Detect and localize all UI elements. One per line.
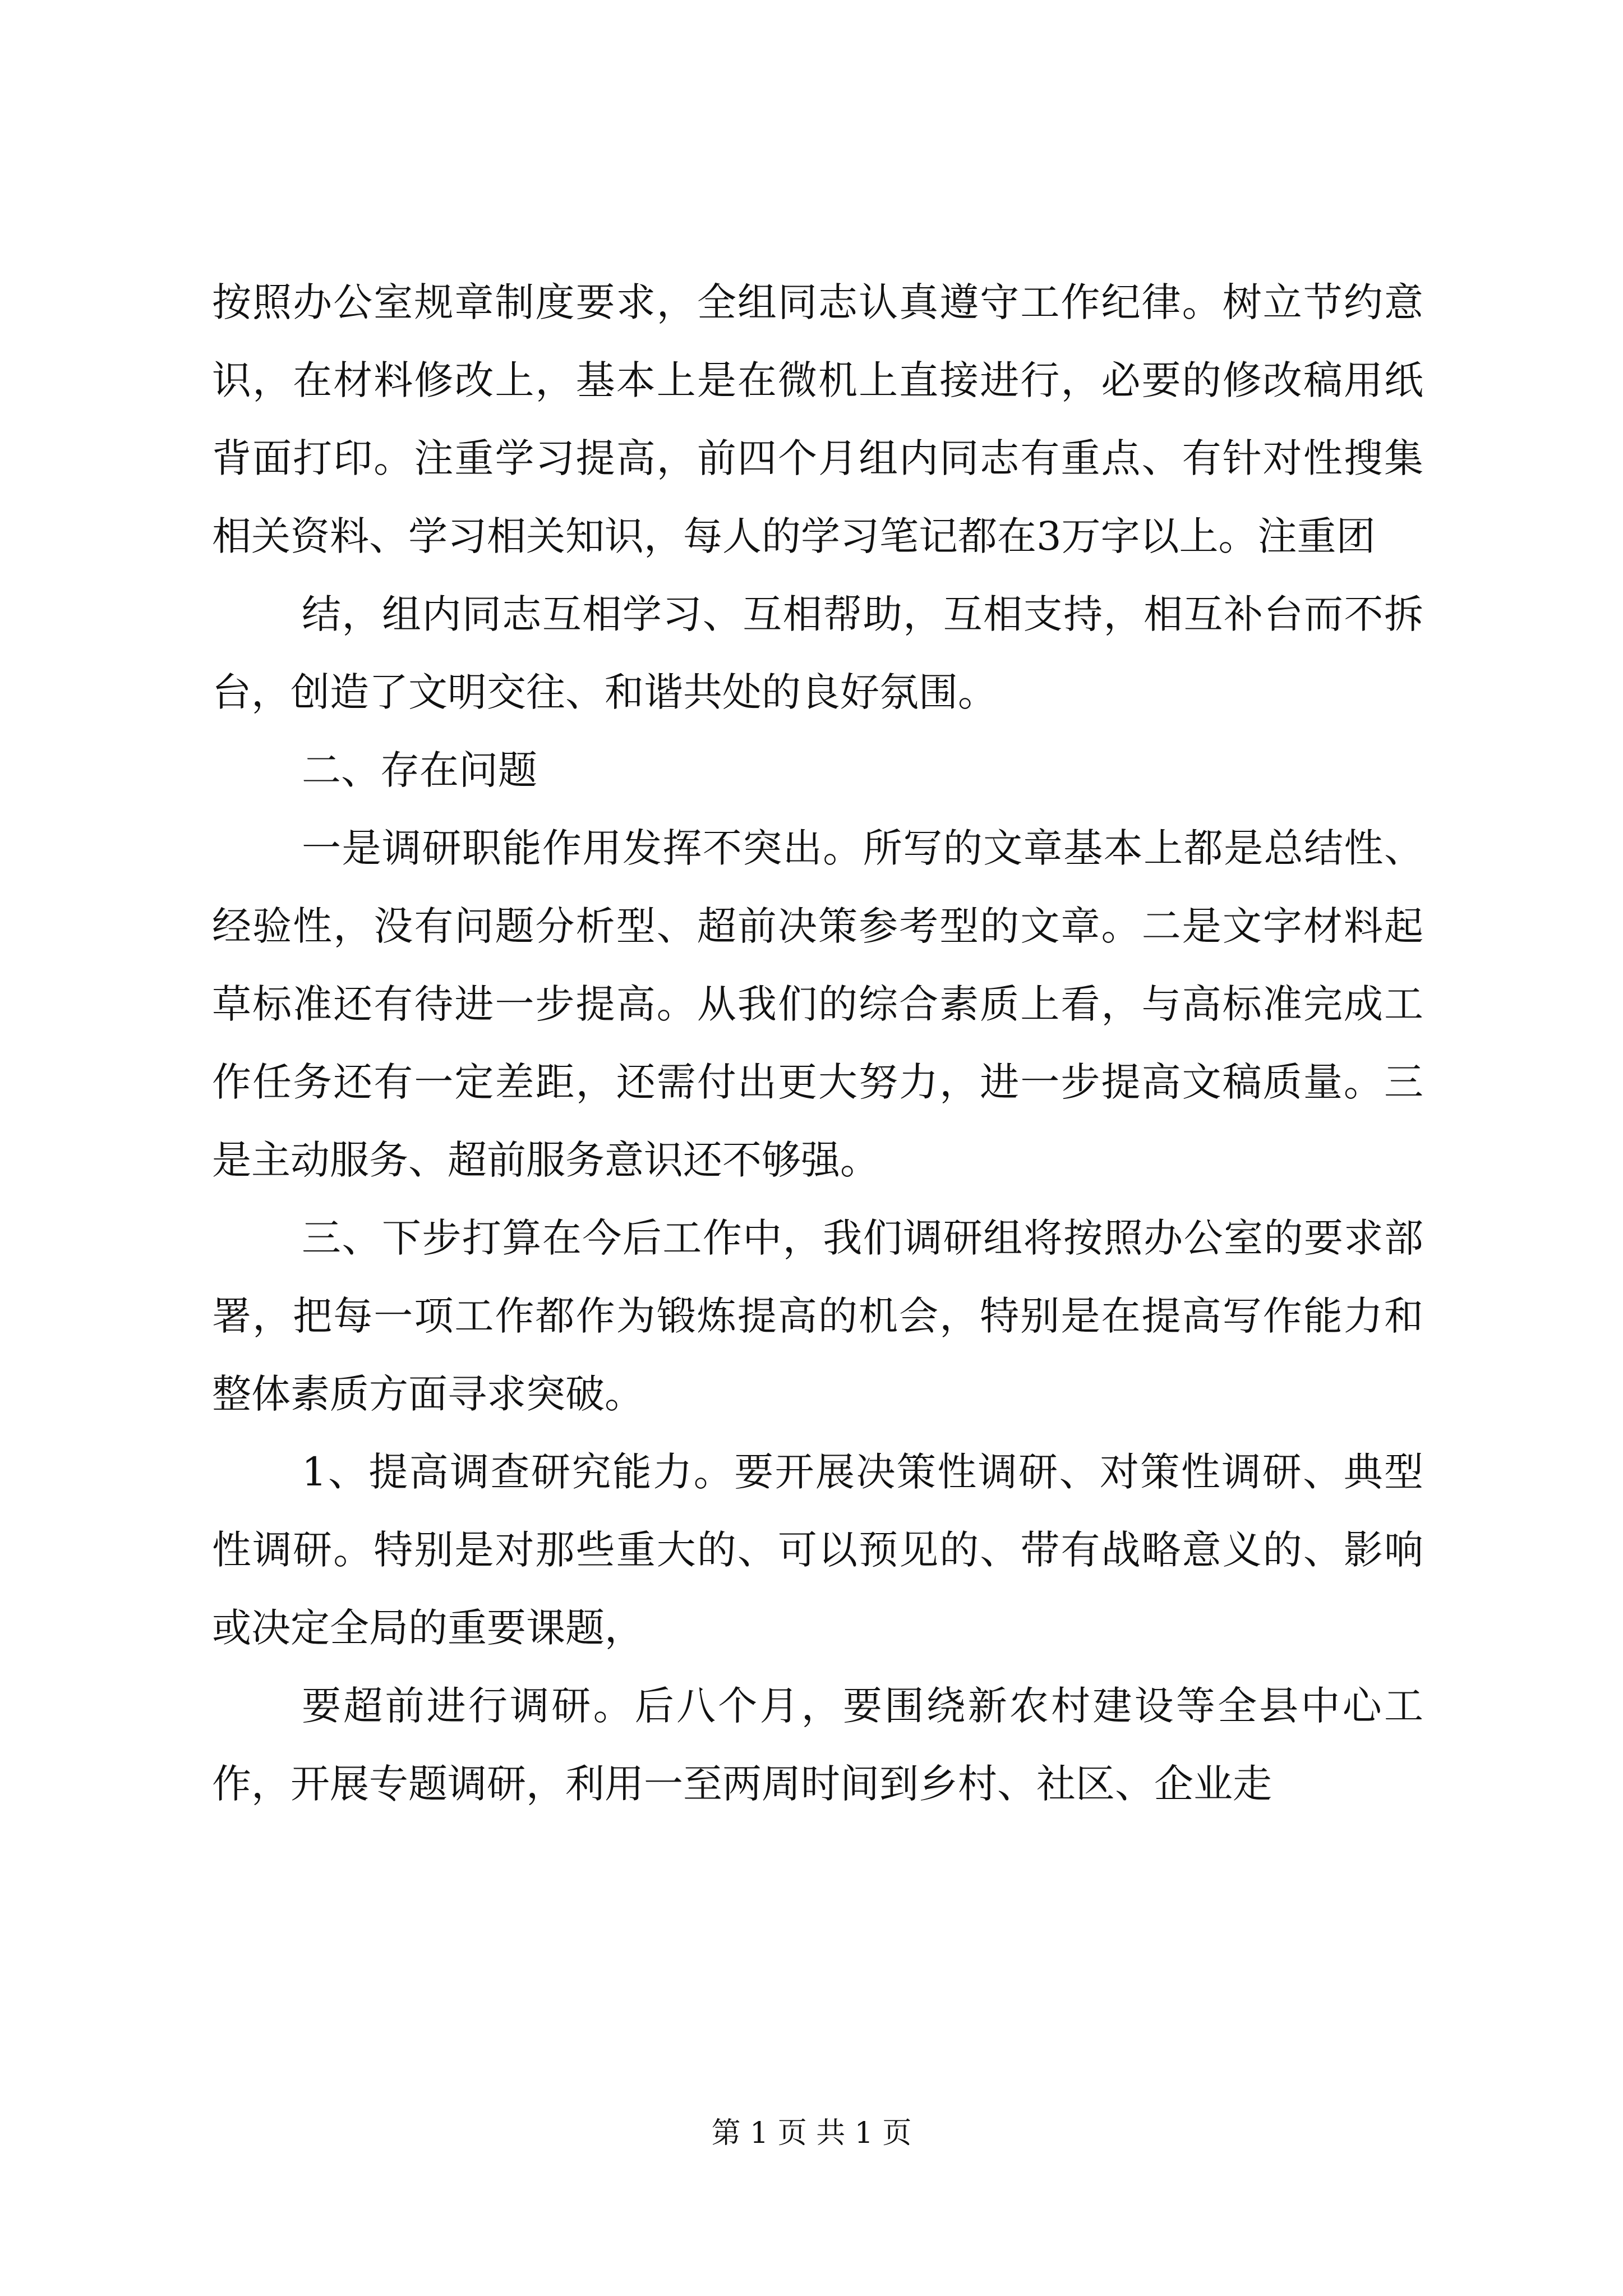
section-heading-problems: 二、存在问题 bbox=[302, 747, 537, 793]
paragraph-5: 三、下步打算在今后工作中，我们调研组将按照办公室的要求部署，把每一项工作都作为锻炼提高的机会，特别是在提高写作能力和整体素质方面寻求突破。 bbox=[212, 1215, 1423, 1417]
page-footer: 第 1 页 共 1 页 bbox=[711, 2116, 912, 2150]
document-body bbox=[212, 264, 1423, 1823]
paragraph-4: 一是调研职能作用发挥不突出。所写的文章基本上都是总结性、经验性，没有问题分析型、超前决策参考型的文章。二是文字材料起草标准还有待进一步提高。从我们的综合素质上看，与高标准完成工作任务还有一定差距，还需付出更大努力，进一步提高文稿质量。三是主动服务、超前服务意识还不够强。 bbox=[212, 825, 1423, 1183]
paragraph-7: 要超前进行调研。后八个月，要围绕新农村建设等全县中心工作，开展专题调研，利用一至两周时间到乡村、社区、企业走 bbox=[212, 1683, 1423, 1807]
paragraph-1: 按照办公室规章制度要求，全组同志认真遵守工作纪律。树立节约意识，在材料修改上，基本上是在微机上直接进行，必要的修改稿用纸背面打印。注重学习提高，前四个月组内同志有重点、有针对性搜集相关资料、学习相关知识，每人的学习笔记都在3万字以上。注重团 bbox=[212, 279, 1423, 559]
paragraph-6: 1、提高调查研究能力。要开展决策性调研、对策性调研、典型性调研。特别是对那些重大的、可以预见的、带有战略意义的、影响或决定全局的重要课题， bbox=[212, 1449, 1423, 1651]
paragraph-2: 结，组内同志互相学习、互相帮助，互相支持，相互补台而不拆台，创造了文明交往、和谐共处的良好氛围。 bbox=[212, 591, 1423, 715]
